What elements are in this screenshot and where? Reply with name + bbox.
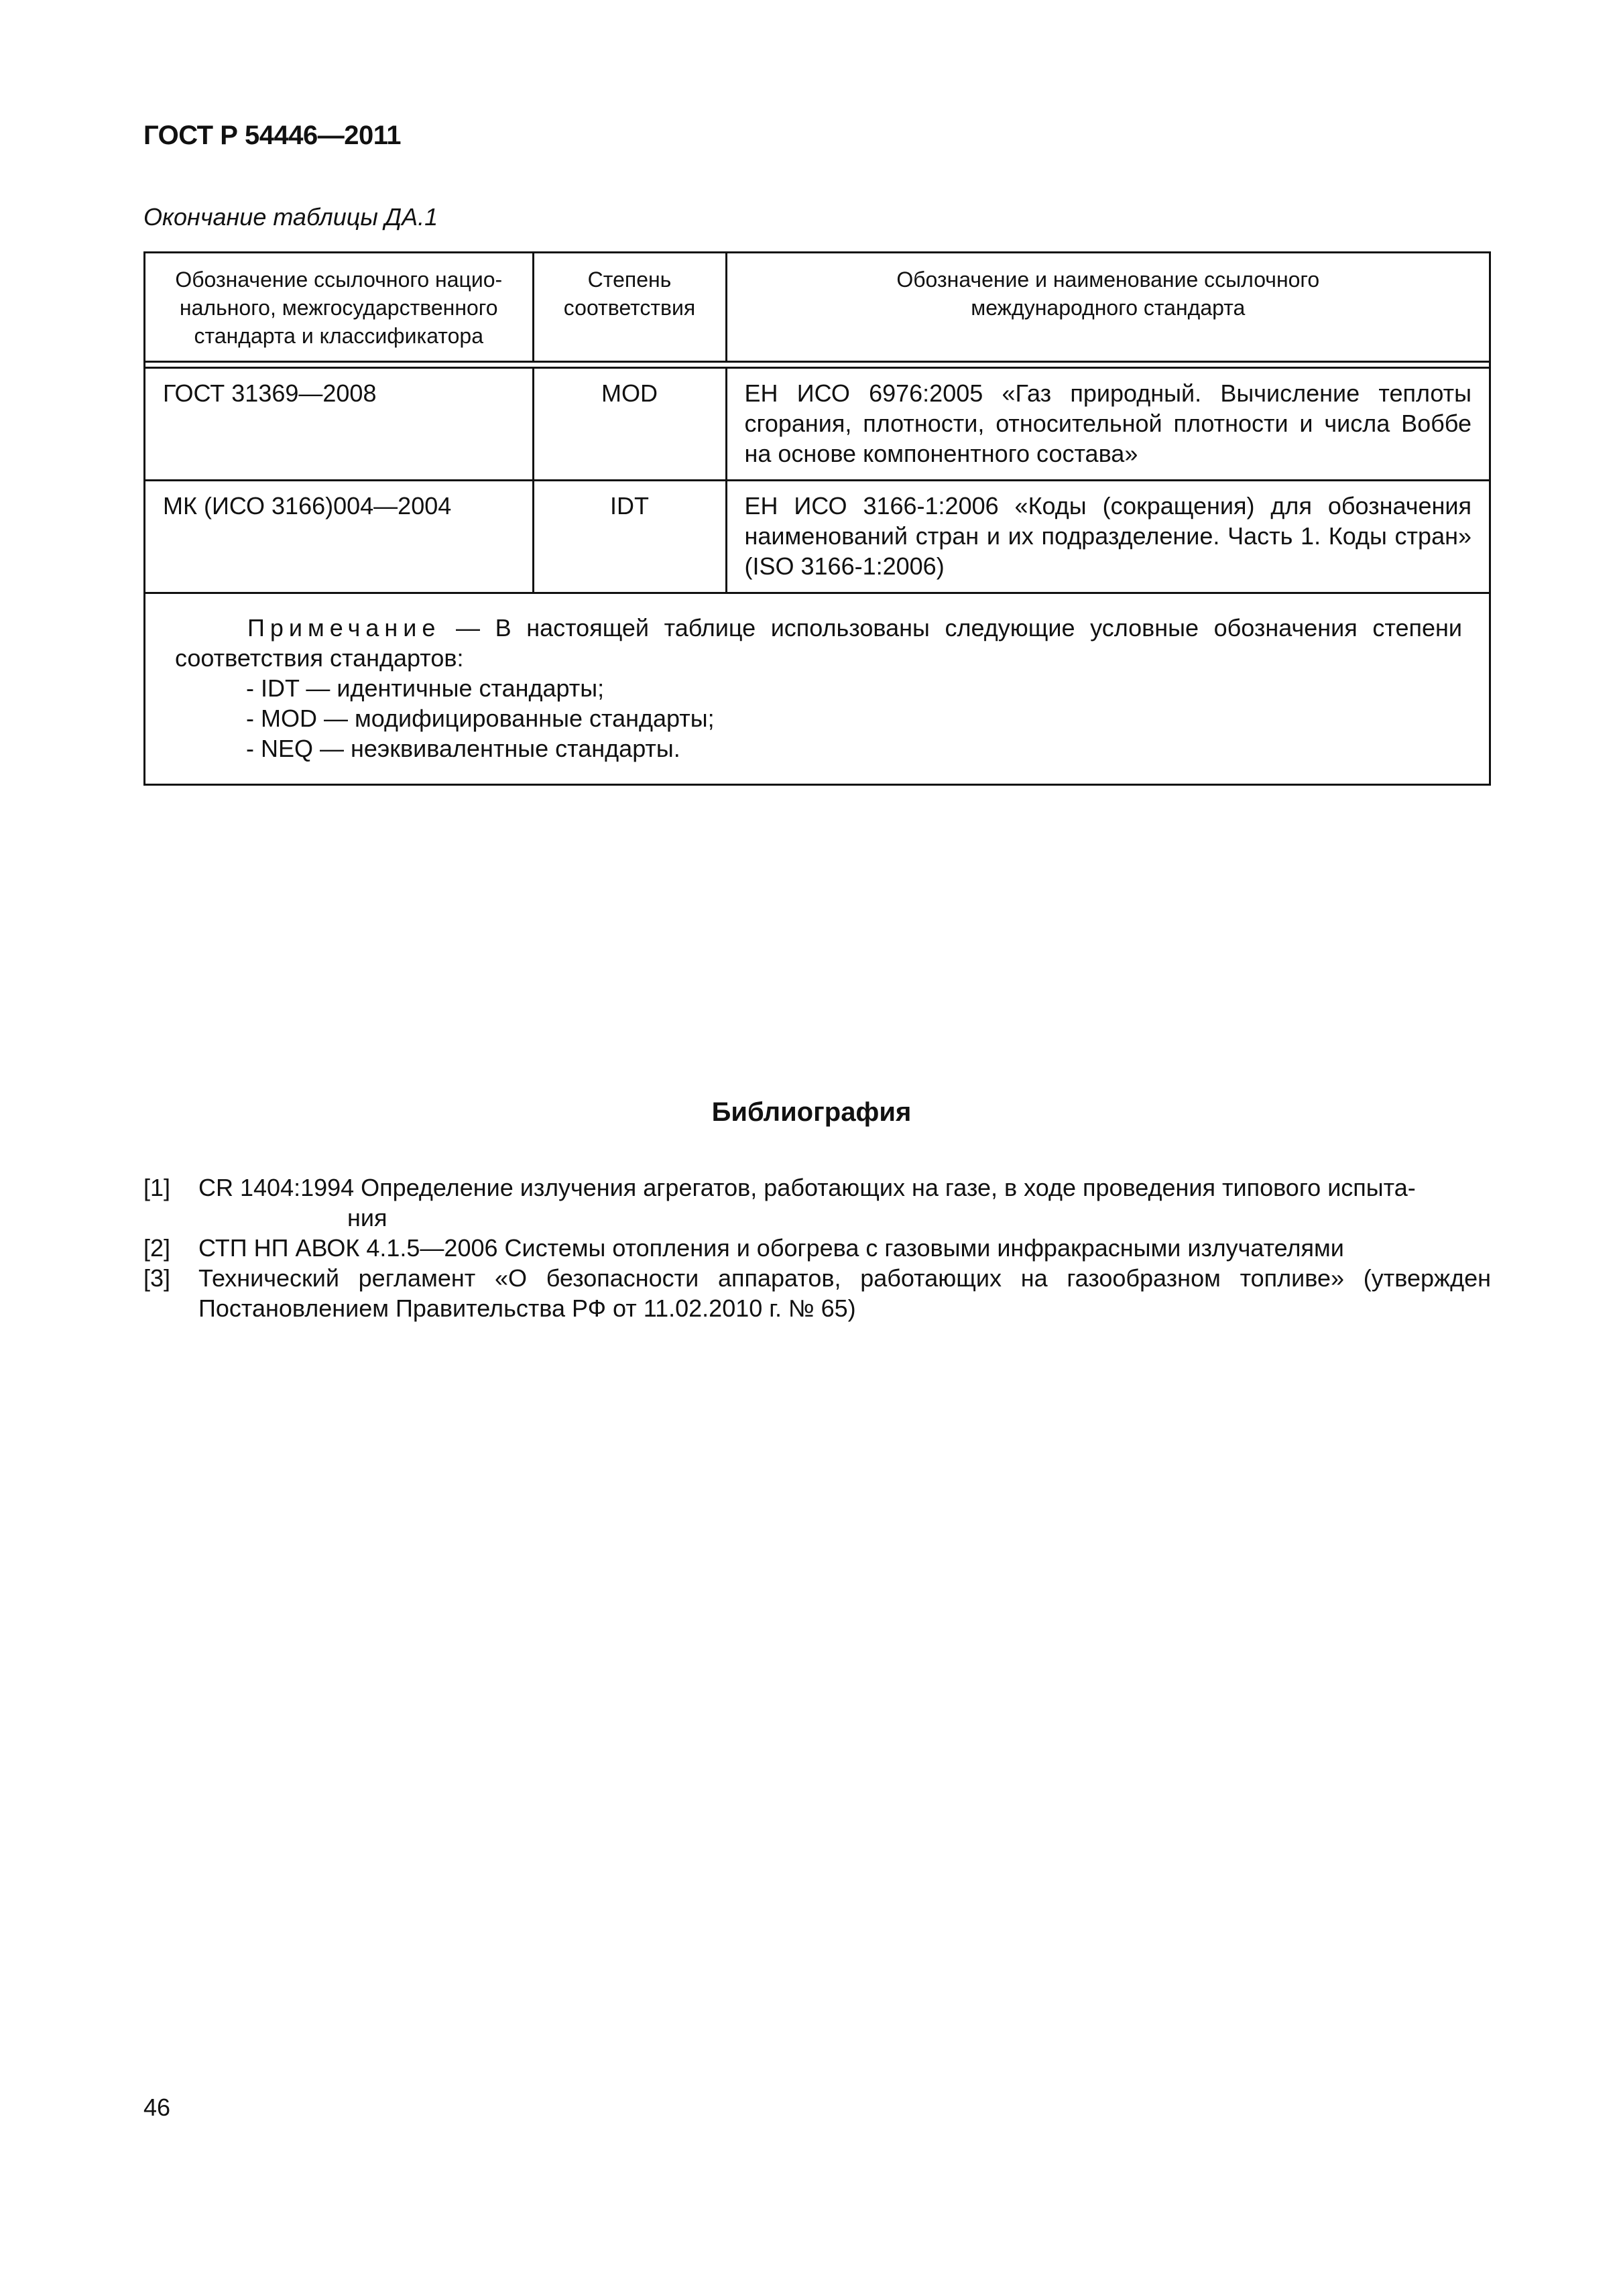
- bibliography-list: [143, 1172, 1491, 1323]
- column-header-line: нального, межгосударственного: [179, 296, 498, 320]
- column-header-line: стандарта и классификатора: [194, 324, 483, 348]
- column-header-line: Степень: [587, 267, 672, 292]
- document-header: ГОСТ Р 54446—2011: [143, 121, 401, 150]
- note-list-item: - MOD — модифицированные стандарты;: [246, 705, 715, 732]
- cell-national-standard: МК (ИСО 3166)004—2004: [145, 481, 533, 593]
- bibliography-item-number: [1]: [143, 1174, 171, 1201]
- column-header-degree: [533, 253, 726, 362]
- note-list: [175, 673, 1462, 764]
- table-header-row: [145, 253, 1489, 362]
- note-text: — В настоящей таблице использованы следующие условные обозначения степени соответствия стандартов:: [175, 614, 1462, 672]
- bibliography-item-number: [2]: [143, 1234, 171, 1262]
- table-note-row: [145, 593, 1489, 784]
- bibliography-item: [143, 1172, 1491, 1233]
- bibliography-item-text: CR 1404:1994 Определение излучения агрегатов, работающих на газе, в ходе проведения типового испыта-: [198, 1174, 1416, 1201]
- header-double-rule: [145, 362, 1489, 368]
- cell-degree: IDT: [533, 481, 726, 593]
- bibliography-item-number: [3]: [143, 1264, 171, 1292]
- page-number: 46: [143, 2094, 171, 2121]
- bibliography-item: [143, 1233, 1491, 1263]
- column-header-line: международного стандарта: [971, 296, 1246, 320]
- table-caption: Окончание таблицы ДА.1: [143, 203, 438, 231]
- cell-degree: MOD: [533, 368, 726, 481]
- table-row: [145, 368, 1489, 481]
- cell-international-standard: ЕН ИСО 3166-1:2006 «Коды (сокращения) для обозначения наименований стран и их подразделение. Часть 1. Коды стран» (ISO 3166-1:2006): [726, 481, 1489, 593]
- note-list-item: - NEQ — неэквивалентные стандарты.: [246, 735, 680, 762]
- bibliography-title: Библиография: [711, 1097, 912, 1127]
- bibliography-item-text-continuation: ния: [347, 1204, 387, 1231]
- note-label: Примечание: [247, 614, 441, 642]
- note-list-item: - IDT — идентичные стандарты;: [246, 674, 605, 702]
- column-header-line: соответствия: [563, 296, 696, 320]
- column-header-line: Обозначение и наименование ссылочного: [896, 267, 1320, 292]
- cell-national-standard: ГОСТ 31369—2008: [145, 368, 533, 481]
- column-header-international-standard: [726, 253, 1489, 362]
- bibliography-item: [143, 1263, 1491, 1323]
- bibliography-item-text: СТП НП АВОК 4.1.5—2006 Системы отопления и обогрева с газовыми инфракрасными излучателями: [198, 1234, 1344, 1262]
- reference-standards-table: [143, 251, 1491, 786]
- table-row: [145, 481, 1489, 593]
- note-intro: [175, 613, 1462, 673]
- table-note: [145, 593, 1489, 784]
- bibliography-item-text: Технический регламент «О безопасности аппаратов, работающих на газообразном топливе» (утвержден Постановлением Правительства РФ от 11.02.2010 г. № 65): [198, 1264, 1491, 1322]
- cell-international-standard: ЕН ИСО 6976:2005 «Газ природный. Вычисление теплоты сгорания, плотности, относительной плотности и числа Воббе на основе компонентного состава»: [726, 368, 1489, 481]
- column-header-line: Обозначение ссылочного нацио-: [175, 267, 503, 292]
- column-header-national-standard: [145, 253, 533, 362]
